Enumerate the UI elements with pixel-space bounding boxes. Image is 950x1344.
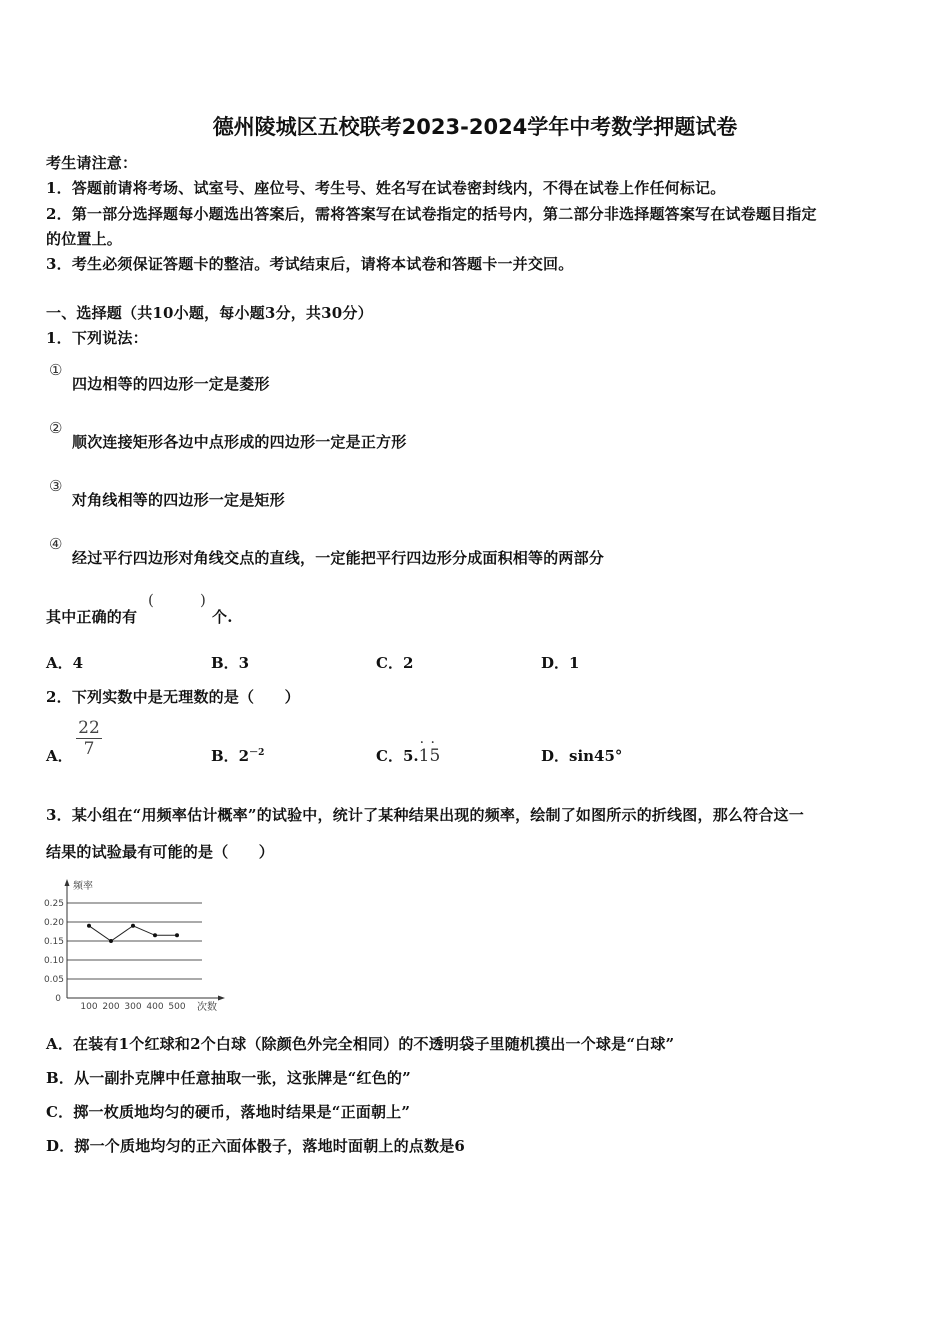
section-heading: 一、选择题（共10小题，每小题3分，共30分） [46,304,373,322]
q1-tail: 其中正确的有 [46,608,138,626]
q3-option-d: D．掷一个质地均匀的正六面体骰子，落地时面朝上的点数是6 [46,1137,466,1155]
q3-option-a: A．在装有1个红球和2个白球（除颜色外完全相同）的不透明袋子里随机摸出一个球是“白球” [46,1035,675,1053]
q2-option-c [376,745,440,766]
notice-heading: 考生请注意： [46,154,138,172]
origin-label: 0 [55,994,61,1004]
page-title: 德州陵城区五校联考2023-2024学年中考数学押题试卷 [212,115,738,139]
q2-option-a-label: A． [46,747,73,765]
fraction-denominator: 7 [83,739,95,759]
data-point [153,933,157,937]
q3-stem-cont: 结果的试验最有可能的是（ ） [46,843,275,861]
y-axis-arrow [65,879,70,886]
x-axis-label: 次数 [197,1002,217,1013]
q1-statement: 经过平行四边形对角线交点的直线，一定能把平行四边形分成面积相等的两部分 [72,549,605,567]
q2-option-b-base: B．2 [211,747,250,765]
y-tick-label: 0.05 [43,975,64,985]
q1-statement: 对角线相等的四边形一定是矩形 [72,491,285,509]
q3-option-b: B．从一副扑克牌中任意抽取一张，这张牌是“红色的” [46,1069,411,1087]
notice-item: 2．第一部分选择题每小题选出答案后，需将答案写在试卷指定的括号内，第二部分非选择题答案写在试卷题目指定 [46,205,817,223]
data-point [109,939,113,943]
q2-option-a-fraction [76,718,102,759]
repeating-digit: · 1 [419,746,430,766]
q2-option-d: D．sin45° [541,747,623,765]
q2-stem: 2．下列实数中是无理数的是（ ） [46,688,300,706]
q1-blank-left: ( [148,591,154,609]
q1-option-c: C．2 [376,654,414,672]
y-tick-label: 0.25 [43,899,64,909]
y-axis-label: 频率 [73,881,93,892]
q1-statement: 顺次连接矩形各边中点形成的四边形一定是正方形 [72,433,407,451]
data-point [131,924,135,928]
q1-stem: 1．下列说法： [46,329,148,347]
q2-option-b [211,745,264,766]
series-line [89,926,177,941]
q1-mark: ④ [49,535,63,553]
x-tick-label: 500 [168,1002,186,1012]
q1-mark: ③ [49,477,63,495]
q1-mark: ② [49,419,63,437]
x-tick-label: 300 [124,1002,142,1012]
q1-option-b: B．3 [211,654,250,672]
fraction-numerator: 22 [76,718,102,739]
x-tick-label: 400 [146,1002,164,1012]
x-axis-arrow [218,996,225,1001]
q1-blank-right: ) [200,591,206,609]
notice-item: 的位置上。 [46,230,123,248]
data-point [87,924,91,928]
repeating-digit: · 5 [429,746,440,766]
q1-tail-end: 个. [212,608,233,626]
q2-option-c-base: C．5. [376,747,419,765]
q1-mark: ① [49,361,63,379]
x-tick-label: 100 [80,1002,98,1012]
q3-option-c: C．掷一枚质地均匀的硬币，落地时结果是“正面朝上” [46,1103,411,1121]
y-tick-label: 0.20 [43,918,64,928]
y-tick-label: 0.15 [43,937,64,947]
y-tick-label: 0.10 [43,956,64,966]
q1-statement: 四边相等的四边形一定是菱形 [72,375,270,393]
data-point [175,933,179,937]
q3-stem: 3．某小组在“用频率估计概率”的试验中，统计了某种结果出现的频率，绘制了如图所示的折线图，那么符合这一 [46,806,804,824]
q1-option-d: D．1 [541,654,580,672]
notice-item: 3．考生必须保证答题卡的整洁。考试结束后，请将本试卷和答题卡一并交回。 [46,255,574,273]
q1-option-a: A．4 [46,654,84,672]
notice-item: 1．答题前请将考场、试室号、座位号、考生号、姓名写在试卷密封线内，不得在试卷上作任何标记。 [46,179,726,197]
frequency-line-chart [40,876,230,1016]
q2-option-b-exponent: －2 [249,748,265,758]
x-tick-label: 200 [102,1002,120,1012]
